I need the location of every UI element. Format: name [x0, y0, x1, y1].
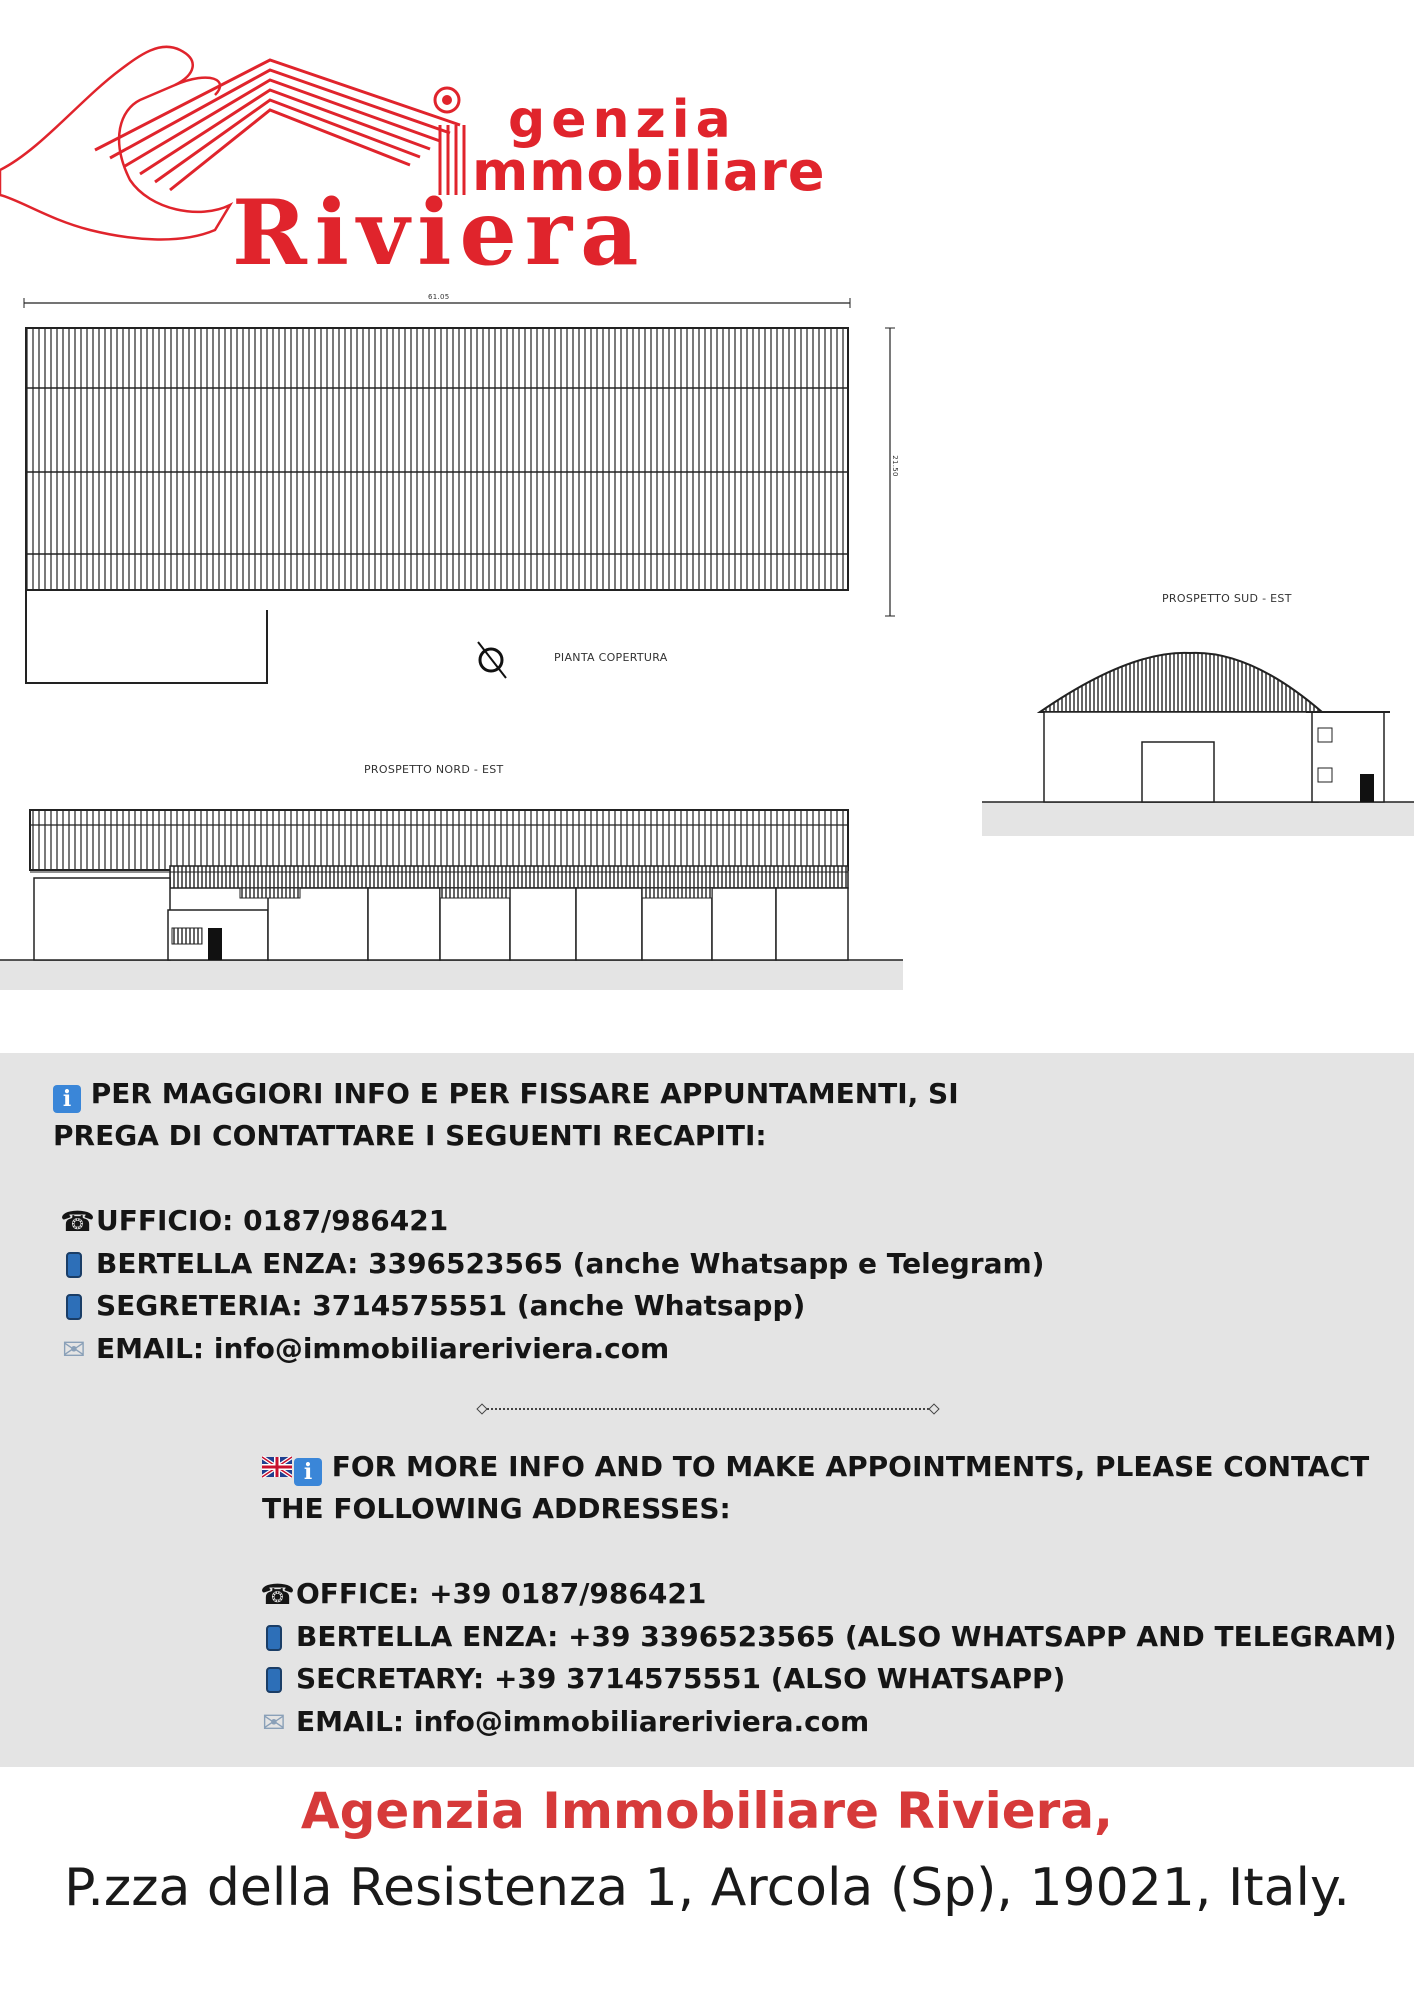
italian-agent-line: BERTELLA ENZA: 3396523565 (anche Whatsapp e Telegram)	[60, 1243, 1044, 1286]
mobile-phone-icon	[260, 1617, 288, 1659]
info-icon: i	[294, 1458, 322, 1486]
roof-plan	[24, 298, 895, 683]
architectural-drawings	[0, 280, 1414, 1000]
section-divider	[484, 1408, 932, 1410]
logo-text-genzia: genzia	[508, 90, 737, 150]
mobile-phone-icon	[260, 1659, 288, 1701]
english-secretary-line: SECRETARY: +39 3714575551 (ALSO WHATSAPP)	[260, 1658, 1065, 1701]
english-email-link[interactable]: EMAIL: info@immobiliareriviera.com	[296, 1705, 870, 1738]
info-icon: i	[53, 1085, 81, 1113]
english-office-line: ☎OFFICE: +39 0187/986421	[260, 1573, 706, 1616]
footer-address: P.zza della Resistenza 1, Arcola (Sp), 19021, Italy.	[64, 1858, 1350, 1918]
south-east-elevation	[982, 653, 1414, 836]
english-email-line	[260, 1701, 869, 1744]
logo-text-riviera: Riviera	[232, 180, 647, 286]
italian-secretary-line: SEGRETERIA: 3714575551 (anche Whatsapp)	[60, 1285, 805, 1328]
telephone-icon: ☎	[60, 1205, 95, 1238]
italian-email-line	[60, 1328, 669, 1371]
uk-flag-icon	[262, 1456, 292, 1478]
mobile-phone-icon	[60, 1286, 88, 1328]
italian-heading-line1: i PER MAGGIORI INFO E PER FISSARE APPUNTAMENTI, SI	[53, 1073, 959, 1115]
english-agent-line: BERTELLA ENZA: +39 3396523565 (ALSO WHATSAPP AND TELEGRAM)	[260, 1616, 1397, 1659]
mobile-phone-icon	[60, 1244, 88, 1286]
english-heading-line2: THE FOLLOWING ADDRESSES:	[262, 1492, 731, 1525]
italian-email-link[interactable]: EMAIL: info@immobiliareriviera.com	[96, 1332, 670, 1365]
agency-logo	[0, 30, 830, 286]
envelope-icon: ✉	[62, 1333, 86, 1366]
italian-heading-line2: PREGA DI CONTATTARE I SEGUENTI RECAPITI:	[53, 1119, 767, 1152]
dimension-side: 21.50	[890, 455, 899, 477]
logo-text-mmobiliare: mmobiliare	[472, 140, 826, 203]
italian-office-line: ☎UFFICIO: 0187/986421	[60, 1200, 448, 1243]
north-east-label: PROSPETTO NORD - EST	[364, 763, 504, 776]
dimension-top: 61.05	[428, 293, 450, 301]
envelope-icon: ✉	[262, 1706, 286, 1739]
footer-agency-name: Agenzia Immobiliare Riviera,	[300, 1782, 1114, 1840]
english-heading-line1: i FOR MORE INFO AND TO MAKE APPOINTMENTS, PLEASE CONTACT	[262, 1446, 1369, 1488]
roof-plan-label: PIANTA COPERTURA	[554, 651, 668, 664]
telephone-icon: ☎	[260, 1578, 295, 1611]
south-east-label: PROSPETTO SUD - EST	[1162, 592, 1292, 605]
plans-svg	[0, 280, 1414, 1000]
north-east-elevation	[0, 810, 903, 990]
